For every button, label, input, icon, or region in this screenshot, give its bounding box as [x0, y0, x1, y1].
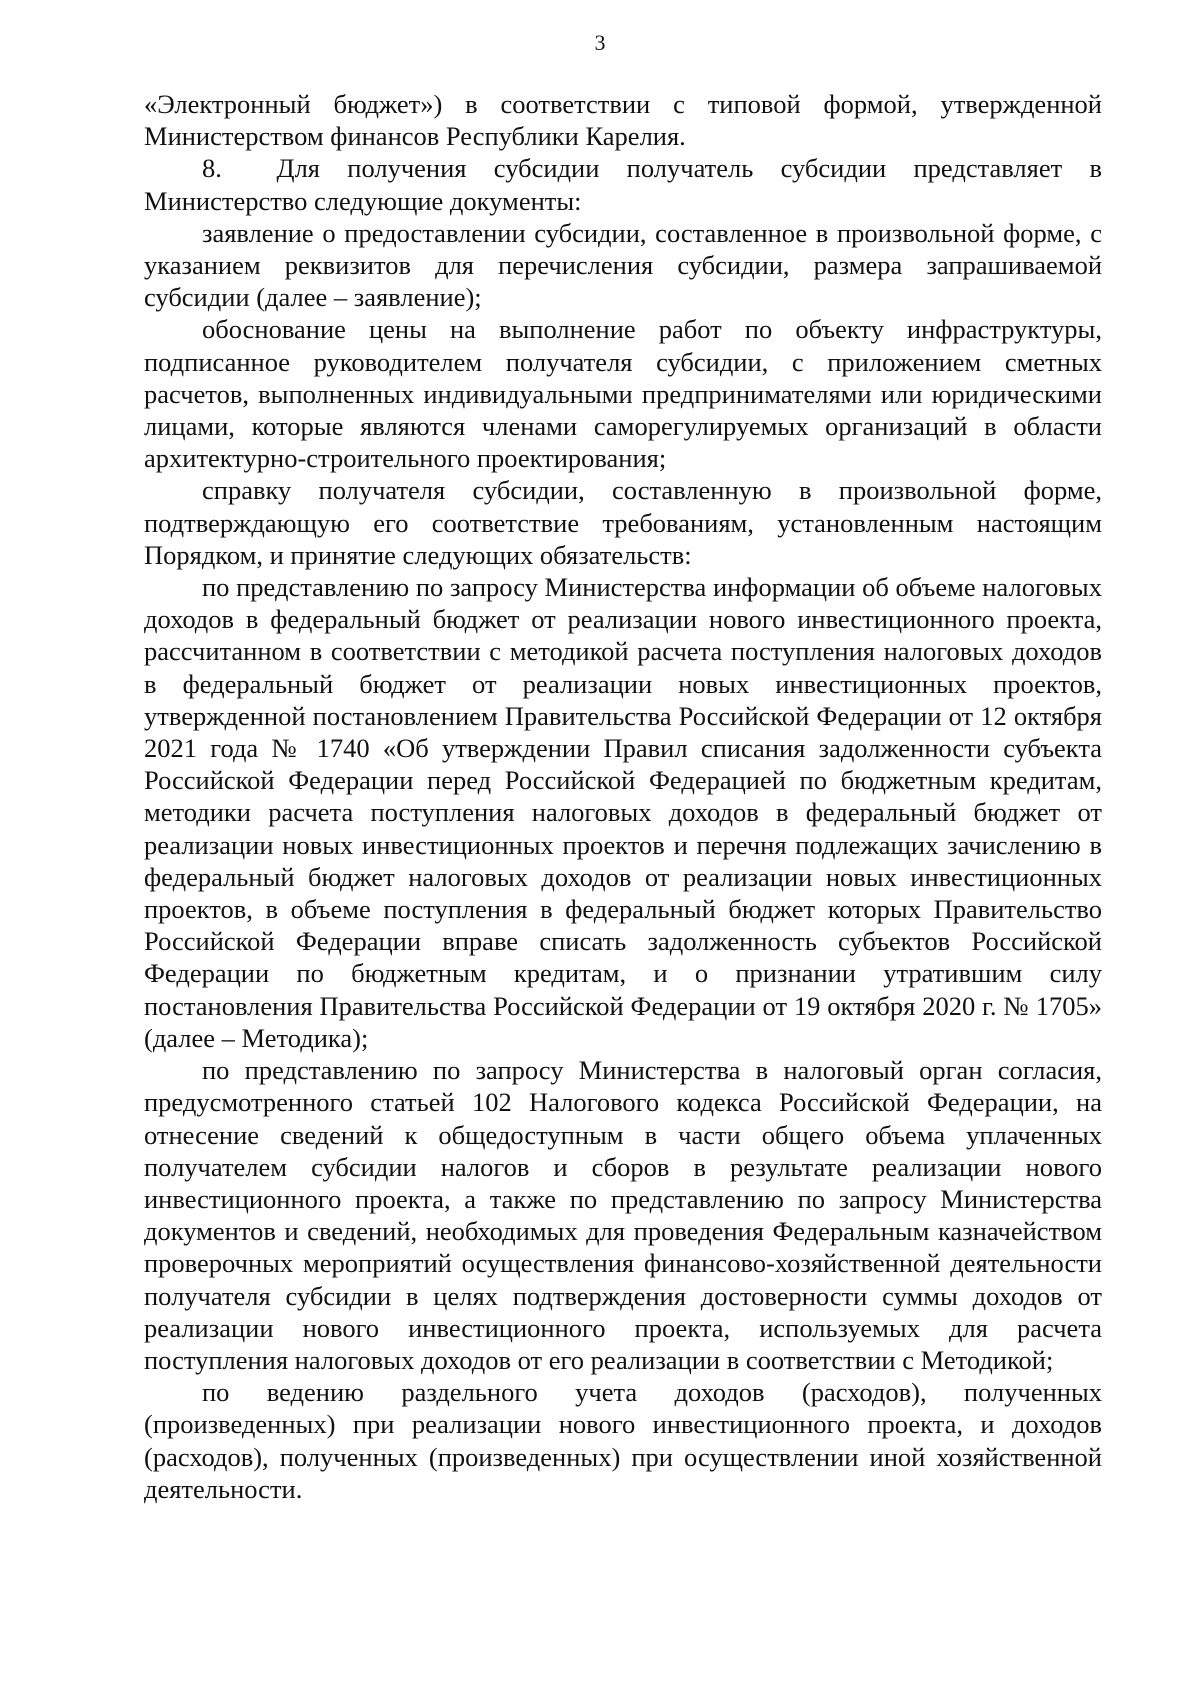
page-number: 3	[594, 30, 606, 55]
paragraph-continuation: «Электронный бюджет») в соответствии с типовой формой, утвержденной Министерством финансов Республики Карелия.	[144, 89, 1102, 152]
paragraph-item-8: 8. Для получения субсидии получатель субсидии представляет в Министерство следующие документы:	[144, 153, 1102, 216]
paragraph-certificate: справку получателя субсидии, составленную в произвольной форме, подтверждающую его соответствие требованиям, установленным настоящим Порядком, и принятие следующих обязательств:	[144, 475, 1102, 570]
paragraph-tax-consent: по представлению по запросу Министерства в налоговый орган согласия, предусмотренного статьей 102 Налогового кодекса Российской Федерации, на отнесение сведений к общедоступным в части общего объема уплаченных получателем субсидии налогов и сборов в результате реализации нового инвестиционного проекта, а также по представлению по запросу Министерства документов и сведений, необходимых для проведения Федеральным казначейством проверочных мероприятий осуществления финансово-хозяйственной деятельности получателя субсидии в целях подтверждения достоверности суммы доходов от реализации нового инвестиционного проекта, используемых для расчета поступления налоговых доходов от его реализации в соответствии с Методикой;	[144, 1055, 1102, 1375]
paragraph-tax-income-info: по представлению по запросу Министерства информации об объеме налоговых доходов в федеральный бюджет от реализации нового инвестиционного проекта, рассчитанном в соответствии с методикой расчета поступления налоговых доходов в федеральный бюджет от реализации новых инвестиционных проектов, утвержденной постановлением Правительства Российской Федерации от 12 октября 2021 года № 1740 «Об утверждении Правил списания задолженности субъекта Российской Федерации перед Российской Федерацией по бюджетным кредитам, методики расчета поступления налоговых доходов в федеральный бюджет от реализации новых инвестиционных проектов и перечня подлежащих зачислению в федеральный бюджет налоговых доходов от реализации новых инвестиционных проектов, в объеме поступления в федеральный бюджет которых Правительство Российской Федерации вправе списать задолженность субъектов Российской Федерации по бюджетным кредитам, и о признании утратившим силу постановления Правительства Российской Федерации от 19 октября 2020 г. № 1705» (далее – Методика);	[144, 572, 1102, 1053]
paragraph-separate-accounting: по ведению раздельного учета доходов (расходов), полученных (произведенных) при реализации нового инвестиционного проекта, и доходов (расходов), полученных (произведенных) при осуществлении иной хозяйственной деятельности.	[144, 1377, 1102, 1504]
paragraph-price-justification: обоснование цены на выполнение работ по объекту инфраструктуры, подписанное руководителем получателя субсидии, с приложением сметных расчетов, выполненных индивидуальными предпринимателями или юридическими лицами, которые являются членами саморегулируемых организаций в области архитектурно-строительного проектирования;	[144, 314, 1102, 474]
document-body	[144, 88, 1102, 1505]
paragraph-application: заявление о предоставлении субсидии, составленное в произвольной форме, с указанием реквизитов для перечисления субсидии, размера запрашиваемой субсидии (далее – заявление);	[144, 217, 1102, 313]
